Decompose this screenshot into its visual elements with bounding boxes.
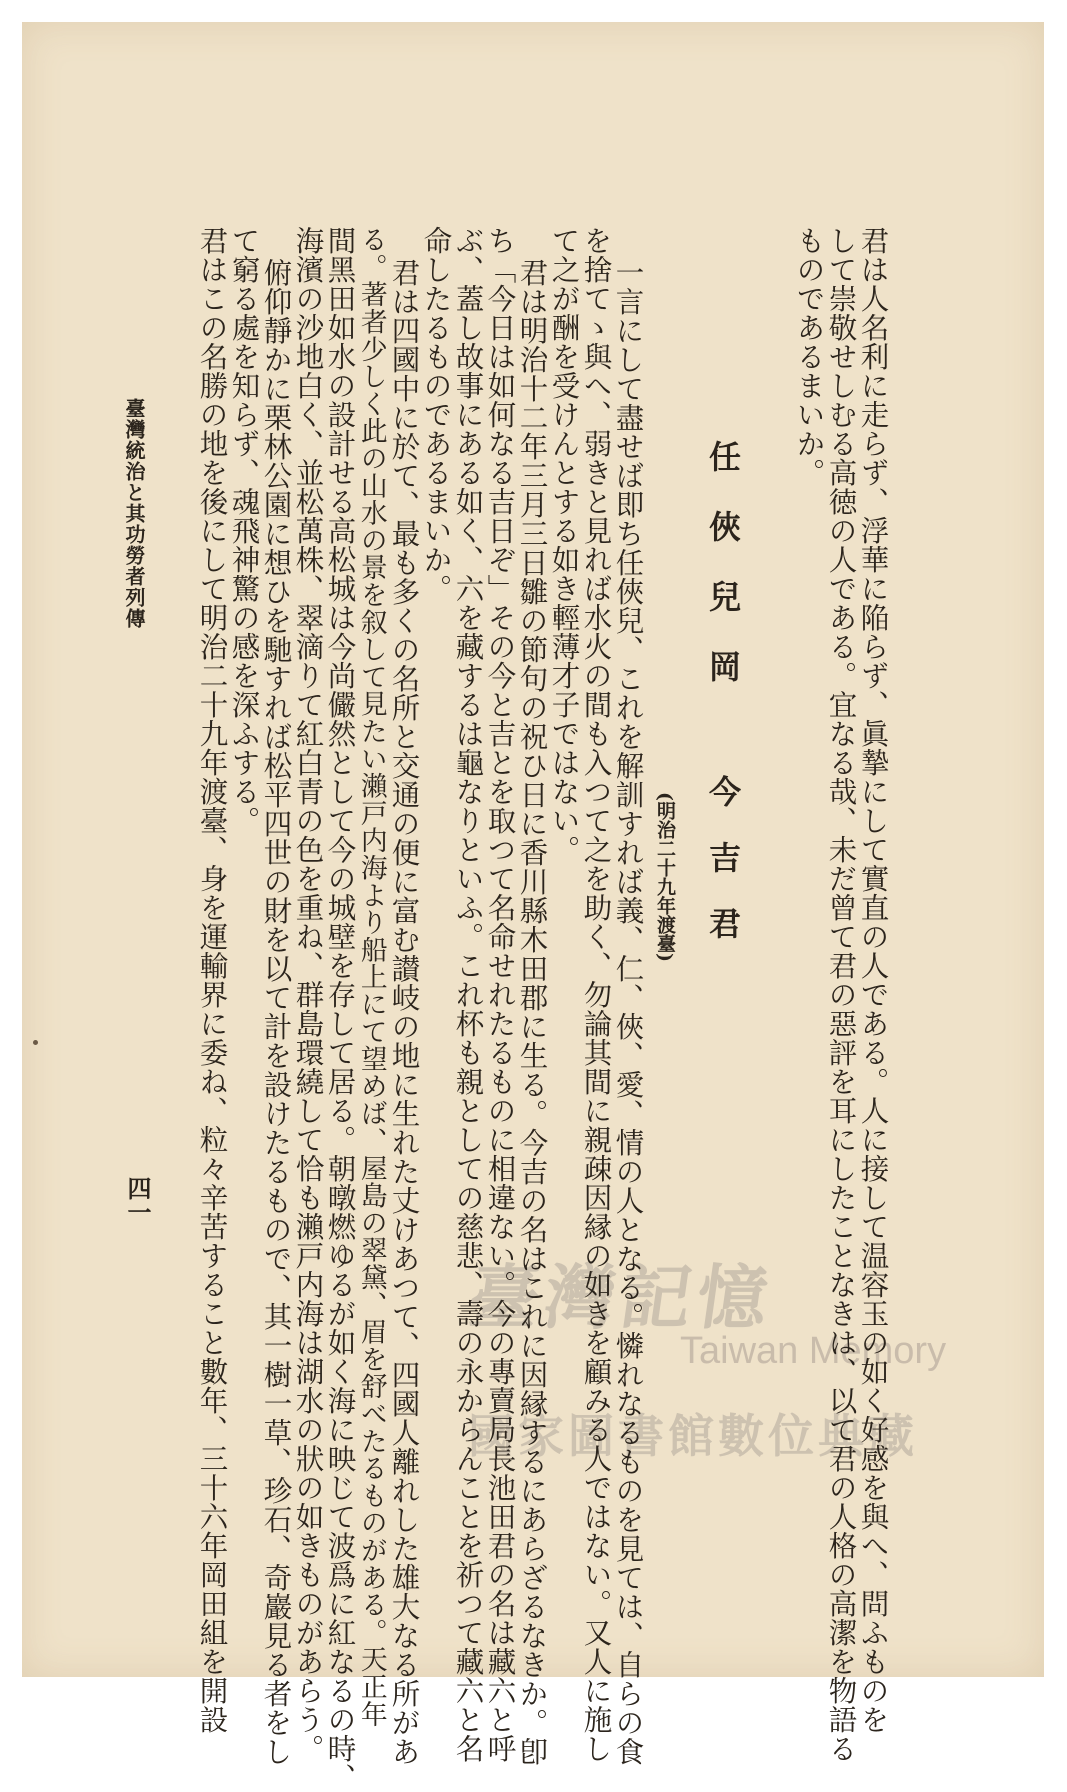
text-column-7: 君は明治十二年三月三日雛の節句の祝ひ日に香川縣木田郡に生る。今吉の名はこれに因縁するにあらざるなきか。卽 (515, 258, 549, 1766)
text-column-10: 命したるものであるまいか。 (419, 226, 453, 603)
heading-name: 今吉君 (704, 775, 742, 973)
watermark-library: 國家圖書館數位典藏 (468, 1409, 918, 1463)
text-column-5: を捨てゝ與へ、弱きと見れば水火の間も入つて之を助く、勿論其間に親疎因縁の如きを顧みる人ではない。又人に施し (579, 226, 613, 1763)
text-column-17: 君はこの名勝の地を後にして明治二十九年渡臺、身を運輸界に委ね、粒々辛苦すること數年、三十六年岡田組を開設 (195, 226, 229, 1734)
running-title: 臺灣統治と其功勞者列傳 (122, 398, 146, 629)
text-column-9: ぶ、蓋し故事にある如く、六を藏するは龜なりといふ。これ杯も親としての慈悲、壽の永からんことを祈つて藏六と名 (451, 226, 485, 1763)
text-column-2: して崇敬せしむる高徳の人である。宜なる哉、未だ曾て君の惡評を耳にしたことなきは、以て君の人格の高潔を物語る (824, 226, 858, 1763)
text-column-13: 間黑田如水の設計せる高松城は今尚儼然として今の城壁を存して居る。朝暾燃ゆるが如く海に映じて波爲に紅なるの時、 (323, 226, 357, 1792)
watermark-chinese: 臺灣記憶 (463, 1256, 780, 1339)
watermark-english: Taiwan Memory (680, 1330, 947, 1372)
text-column-11: 君は四國中に於て、最も多くの名所と交通の便に富む讃岐の地に生れた丈けあつて、四國人離れした雄大なる所があ (387, 258, 421, 1766)
heading-subtitle: (明治二十九年渡臺) (654, 792, 676, 962)
text-column-12: る。著者少しく此の山水の景を叙して見たい瀨戸内海より船上にて望めば、屋島の翠黛、眉を舒べたるものがある。天正年 (355, 226, 387, 1728)
text-column-6: て之が酬を受けんとする如き輕薄才子ではない。 (547, 226, 581, 864)
paper-speck (33, 1040, 38, 1045)
text-column-8: ち「今日は如何なる吉日ぞ」その今と吉とを取つて名命せれたるものに相違ない。今の專賣局長池田君の名は藏六と呼 (483, 226, 517, 1763)
text-column-1: 君は人名利に走らず、浮華に陥らず、眞摯にして實直の人である。人に接して温容玉の如く好感を與へ、問ふものを (856, 226, 890, 1734)
text-column-16: て窮る處を知らず、魂飛神驚の感を深ふする。 (227, 226, 261, 835)
text-column-3: ものであるまいか。 (792, 226, 826, 487)
text-column-14: 海濱の沙地白く、並松萬株、翠滴りて紅白青の色を重ね、群島環繞して恰も瀨戸内海は湖水の狀の如きものがあらう。 (291, 226, 325, 1763)
page-number: 四一 (123, 1176, 152, 1224)
text-column-15: 俯仰靜かに栗林公園に想ひを馳すれば松平四世の財を以て計を設けたるもので、其一樹一草、珍石、奇巖見る者をし (259, 258, 293, 1766)
heading-label: 任俠兒岡 (704, 440, 742, 720)
text-column-4: 一言にして盡せば即ち任俠兒、これを解訓すれば義、仁、俠、愛、情の人となる。憐れなるものを見ては、自らの食 (611, 258, 645, 1766)
